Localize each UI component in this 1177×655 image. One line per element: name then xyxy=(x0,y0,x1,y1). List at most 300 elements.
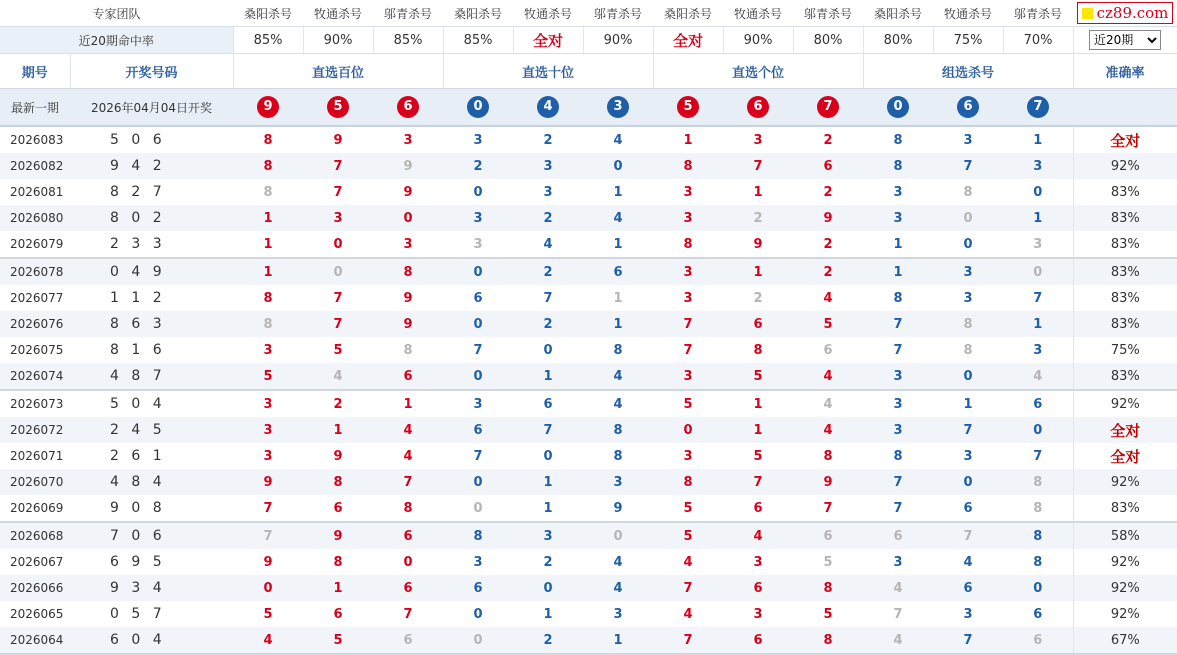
kill-number: 3 xyxy=(613,606,623,622)
site-logo[interactable] xyxy=(1073,0,1177,27)
kill-number: 7 xyxy=(933,153,1003,179)
kill-number-miss: 6 xyxy=(1003,627,1073,654)
kill-number: 1 xyxy=(753,396,763,412)
kill-number: 9 xyxy=(403,290,413,306)
kill-number: 2 xyxy=(513,205,583,231)
kill-number: 7 xyxy=(513,417,583,443)
issue-number: 2026066 xyxy=(0,575,70,601)
kill-number: 8 xyxy=(263,132,273,148)
kill-number-miss: 8 xyxy=(403,342,413,358)
table-row xyxy=(0,443,1177,469)
draw-numbers: 8 0 2 xyxy=(70,205,233,231)
kill-number: 6 xyxy=(933,575,1003,601)
kill-number: 5 xyxy=(723,363,793,390)
kill-number: 6 xyxy=(1033,396,1043,412)
kill-number-miss: 7 xyxy=(893,606,903,622)
kill-number: 1 xyxy=(723,258,793,285)
kill-number: 6 xyxy=(583,258,653,285)
accuracy-value: 58% xyxy=(1073,522,1177,549)
kill-number: 6 xyxy=(723,627,793,654)
kill-number: 8 xyxy=(443,522,513,549)
kill-number-miss: 2 xyxy=(723,205,793,231)
accuracy-value: 92% xyxy=(1073,575,1177,601)
kill-number: 4 xyxy=(683,606,693,622)
kill-number: 1 xyxy=(1003,311,1073,337)
kill-number: 4 xyxy=(403,448,413,464)
kill-number: 2 xyxy=(823,184,833,200)
kill-number: 3 xyxy=(863,205,933,231)
kill-number: 3 xyxy=(653,258,723,285)
kill-number: 7 xyxy=(653,575,723,601)
kill-number: 8 xyxy=(233,153,303,179)
expert-name: 邬青杀号 xyxy=(793,0,863,27)
kill-number: 1 xyxy=(513,495,583,522)
kill-number: 5 xyxy=(303,627,373,654)
kill-number-miss: 0 xyxy=(933,205,1003,231)
kill-number: 1 xyxy=(583,311,653,337)
kill-number-miss: 4 xyxy=(303,363,373,390)
issue-number: 2026074 xyxy=(0,363,70,390)
table-row xyxy=(0,469,1177,495)
table-row xyxy=(0,285,1177,311)
kill-number: 3 xyxy=(863,363,933,390)
draw-numbers: 6 0 4 xyxy=(70,627,233,654)
kill-number: 5 xyxy=(823,606,833,622)
kill-number: 5 xyxy=(683,396,693,412)
expert-name: 牧通杀号 xyxy=(513,0,583,27)
hit-rate: 70% xyxy=(1003,27,1073,54)
kill-number: 3 xyxy=(443,205,513,231)
draw-numbers: 8 6 3 xyxy=(70,311,233,337)
kill-number: 0 xyxy=(303,231,373,258)
kill-number: 7 xyxy=(723,153,793,179)
kill-number: 4 xyxy=(373,417,443,443)
kill-number: 3 xyxy=(263,342,273,358)
table-row xyxy=(0,337,1177,363)
kill-number: 3 xyxy=(963,448,973,464)
accuracy-value: 83% xyxy=(1073,258,1177,285)
kill-number: 4 xyxy=(963,554,973,570)
latest-ball-cell xyxy=(233,89,303,127)
kill-number: 3 xyxy=(513,522,583,549)
kill-number: 1 xyxy=(683,132,693,148)
latest-ball-cell xyxy=(373,89,443,127)
kill-number: 9 xyxy=(403,184,413,200)
kill-number: 3 xyxy=(653,363,723,390)
issue-number: 2026067 xyxy=(10,555,64,569)
kill-number: 7 xyxy=(863,469,933,495)
kill-number-miss: 0 xyxy=(583,522,653,549)
kill-number: 1 xyxy=(863,258,933,285)
expert-name: 桑阳杀号 xyxy=(653,0,723,27)
draw-numbers: 8 2 7 xyxy=(110,184,166,200)
kill-number: 8 xyxy=(583,417,653,443)
table-row xyxy=(0,627,1177,654)
table-row xyxy=(0,522,1177,549)
hit-rate: 90% xyxy=(303,27,373,54)
issue-number: 2026070 xyxy=(0,469,70,495)
kill-number: 7 xyxy=(473,448,483,464)
kill-number: 3 xyxy=(233,417,303,443)
hit-rate xyxy=(653,27,723,54)
kill-number: 8 xyxy=(893,290,903,306)
kill-number: 8 xyxy=(613,448,623,464)
draw-numbers: 2 6 1 xyxy=(110,448,166,464)
draw-numbers: 6 9 5 xyxy=(110,554,166,570)
table-row xyxy=(0,258,1177,285)
kill-number: 7 xyxy=(653,311,723,337)
expert-name: 邬青杀号 xyxy=(583,0,653,27)
draw-numbers: 2 4 5 xyxy=(70,417,233,443)
issue-number: 2026078 xyxy=(0,258,70,285)
issue-number: 2026071 xyxy=(10,449,64,463)
expert-name: 邬青杀号 xyxy=(373,0,443,27)
latest-accuracy-cell xyxy=(1073,89,1177,127)
kill-number: 7 xyxy=(863,495,933,522)
kill-number: 6 xyxy=(373,363,443,390)
kill-number: 8 xyxy=(863,153,933,179)
issue-number: 2026064 xyxy=(0,627,70,654)
kill-number: 0 xyxy=(443,258,513,285)
draw-numbers: 9 3 4 xyxy=(70,575,233,601)
kill-number: 1 xyxy=(233,205,303,231)
kill-number: 2 xyxy=(793,231,863,258)
kill-number-miss: 0 xyxy=(1003,258,1073,285)
kill-number: 8 xyxy=(333,554,343,570)
accuracy-value: 全对 xyxy=(1073,126,1177,153)
number-ball: 0 xyxy=(887,96,909,118)
draw-numbers: 0 4 9 xyxy=(70,258,233,285)
kill-number: 4 xyxy=(613,554,623,570)
latest-ball-cell xyxy=(443,89,513,127)
kill-number: 7 xyxy=(543,290,553,306)
issue-number: 2026076 xyxy=(0,311,70,337)
kill-number: 9 xyxy=(333,132,343,148)
kill-number: 1 xyxy=(583,627,653,654)
kill-number-miss: 8 xyxy=(933,311,1003,337)
kill-number-miss: 7 xyxy=(933,522,1003,549)
kill-number: 3 xyxy=(963,290,973,306)
kill-number: 8 xyxy=(893,448,903,464)
kill-number: 3 xyxy=(963,606,973,622)
kill-number: 7 xyxy=(373,469,443,495)
logo-text: cz89.com xyxy=(1096,4,1169,22)
number-ball: 0 xyxy=(467,96,489,118)
hit-rate: 90% xyxy=(723,27,793,54)
accuracy-value: 92% xyxy=(1073,153,1177,179)
kill-number: 1 xyxy=(863,231,933,258)
full-hit-text: 全对 xyxy=(533,31,564,50)
kill-number: 5 xyxy=(233,363,303,390)
kill-number: 7 xyxy=(473,342,483,358)
kill-number: 4 xyxy=(683,554,693,570)
kill-number: 3 xyxy=(893,396,903,412)
kill-number: 8 xyxy=(613,342,623,358)
hit-rate xyxy=(513,27,583,54)
kill-number: 3 xyxy=(863,417,933,443)
kill-number: 1 xyxy=(1033,132,1043,148)
table-row xyxy=(0,495,1177,522)
kill-number: 2 xyxy=(443,153,513,179)
kill-number: 3 xyxy=(753,606,763,622)
kill-number: 6 xyxy=(333,606,343,622)
kill-number: 8 xyxy=(1033,554,1043,570)
kill-number: 3 xyxy=(543,184,553,200)
kill-number: 1 xyxy=(1003,205,1073,231)
experts-row xyxy=(0,0,1177,27)
kill-number: 1 xyxy=(963,396,973,412)
number-ball: 3 xyxy=(607,96,629,118)
accuracy-value: 92% xyxy=(1073,390,1177,417)
kill-number-miss: 3 xyxy=(1003,231,1073,258)
kill-number: 0 xyxy=(373,205,443,231)
col-group-hundreds: 直选百位 xyxy=(233,54,443,89)
kill-number: 4 xyxy=(233,627,303,654)
kill-number-miss: 2 xyxy=(753,290,763,306)
kill-number: 3 xyxy=(683,448,693,464)
kill-number: 0 xyxy=(933,231,1003,258)
kill-number-miss: 8 xyxy=(963,184,973,200)
issue-number: 2026068 xyxy=(0,522,70,549)
kill-number: 5 xyxy=(653,522,723,549)
kill-number: 3 xyxy=(933,258,1003,285)
number-ball: 5 xyxy=(677,96,699,118)
kill-number: 7 xyxy=(683,342,693,358)
kill-number: 4 xyxy=(823,290,833,306)
kill-number: 0 xyxy=(543,448,553,464)
kill-number: 6 xyxy=(723,495,793,522)
kill-number: 4 xyxy=(513,231,583,258)
kill-number: 9 xyxy=(233,469,303,495)
kill-number: 7 xyxy=(303,153,373,179)
kill-number: 8 xyxy=(373,258,443,285)
issue-number: 2026083 xyxy=(10,133,64,147)
draw-numbers: 5 0 6 xyxy=(110,132,166,148)
number-ball: 6 xyxy=(957,96,979,118)
column-header-row xyxy=(0,54,1177,89)
kill-number: 2 xyxy=(543,554,553,570)
issue-number: 2026069 xyxy=(0,495,70,522)
team-label: 专家团队 xyxy=(0,0,233,27)
latest-ball-cell xyxy=(723,89,793,127)
kill-number-miss: 4 xyxy=(823,396,833,412)
kill-number: 8 xyxy=(263,290,273,306)
hit-rate: 80% xyxy=(793,27,863,54)
kill-number: 5 xyxy=(263,606,273,622)
hit-rate-row xyxy=(0,27,1177,54)
kill-number: 2 xyxy=(513,627,583,654)
kill-number: 3 xyxy=(893,554,903,570)
expert-name: 桑阳杀号 xyxy=(233,0,303,27)
kill-number: 3 xyxy=(963,132,973,148)
kill-number: 8 xyxy=(653,469,723,495)
number-ball: 7 xyxy=(1027,96,1049,118)
kill-number: 8 xyxy=(303,469,373,495)
period-select-cell xyxy=(1073,27,1177,54)
period-select[interactable] xyxy=(1089,30,1161,50)
col-issue: 期号 xyxy=(0,54,70,89)
accuracy-value: 83% xyxy=(1073,363,1177,390)
kill-number: 0 xyxy=(403,554,413,570)
latest-ball-cell xyxy=(303,89,373,127)
kill-number-miss: 8 xyxy=(233,311,303,337)
kill-number: 0 xyxy=(933,469,1003,495)
kill-number: 6 xyxy=(933,495,1003,522)
kill-number: 8 xyxy=(653,231,723,258)
kill-number: 3 xyxy=(683,184,693,200)
kill-number: 7 xyxy=(333,184,343,200)
kill-number: 8 xyxy=(653,153,723,179)
table-row xyxy=(0,311,1177,337)
kill-number: 7 xyxy=(233,495,303,522)
kill-number: 0 xyxy=(1003,575,1073,601)
kill-number: 7 xyxy=(933,417,1003,443)
kill-number: 7 xyxy=(303,311,373,337)
kill-number-miss: 6 xyxy=(373,627,443,654)
kill-number-miss: 8 xyxy=(263,184,273,200)
kill-number: 3 xyxy=(1033,342,1043,358)
table-row xyxy=(0,390,1177,417)
kill-number: 9 xyxy=(583,495,653,522)
kill-number: 7 xyxy=(793,495,863,522)
number-ball: 7 xyxy=(817,96,839,118)
table-row xyxy=(0,601,1177,627)
accuracy-value: 83% xyxy=(1073,495,1177,522)
draw-numbers: 5 0 4 xyxy=(110,396,166,412)
table-row xyxy=(0,153,1177,179)
kill-number: 1 xyxy=(513,363,583,390)
kill-number: 7 xyxy=(893,342,903,358)
kill-number: 5 xyxy=(793,311,863,337)
draw-numbers: 7 0 6 xyxy=(70,522,233,549)
table-row xyxy=(0,205,1177,231)
kill-number: 3 xyxy=(513,153,583,179)
kill-number: 9 xyxy=(303,522,373,549)
issue-number: 2026075 xyxy=(10,343,64,357)
hit-rate: 75% xyxy=(933,27,1003,54)
accuracy-value: 92% xyxy=(1073,601,1177,627)
kill-number: 3 xyxy=(653,205,723,231)
expert-name: 桑阳杀号 xyxy=(443,0,513,27)
kill-number-miss: 9 xyxy=(373,153,443,179)
latest-ball-cell xyxy=(513,89,583,127)
expert-name: 牧通杀号 xyxy=(723,0,793,27)
accuracy-value: 67% xyxy=(1073,627,1177,654)
kill-number: 7 xyxy=(933,627,1003,654)
kill-number: 2 xyxy=(793,258,863,285)
issue-number: 2026079 xyxy=(0,231,70,258)
col-draw: 开奖号码 xyxy=(70,54,233,89)
kill-number: 8 xyxy=(1003,522,1073,549)
kill-number: 0 xyxy=(513,575,583,601)
kill-number: 8 xyxy=(893,132,903,148)
full-hit-text: 全对 xyxy=(673,31,704,50)
kill-number-miss: 0 xyxy=(303,258,373,285)
kill-number: 2 xyxy=(333,396,343,412)
kill-number: 0 xyxy=(933,363,1003,390)
table-row xyxy=(0,179,1177,205)
table-row xyxy=(0,575,1177,601)
latest-draw-info: 2026年04月04日开奖 xyxy=(70,89,233,127)
kill-number: 1 xyxy=(303,417,373,443)
kill-number-miss: 0 xyxy=(443,495,513,522)
draw-numbers: 9 4 2 xyxy=(70,153,233,179)
accuracy-value: 75% xyxy=(1073,337,1177,363)
kill-number: 2 xyxy=(543,132,553,148)
kill-number: 9 xyxy=(263,554,273,570)
kill-number: 3 xyxy=(473,396,483,412)
kill-number: 2 xyxy=(513,311,583,337)
col-group-tens: 直选十位 xyxy=(443,54,653,89)
latest-ball-cell xyxy=(653,89,723,127)
kill-number: 6 xyxy=(373,522,443,549)
kill-number: 0 xyxy=(543,342,553,358)
kill-number: 8 xyxy=(753,342,763,358)
kill-number: 3 xyxy=(403,132,413,148)
kill-number: 1 xyxy=(723,417,793,443)
hit-rate: 85% xyxy=(373,27,443,54)
issue-number: 2026082 xyxy=(0,153,70,179)
kill-number: 1 xyxy=(753,184,763,200)
expert-name: 桑阳杀号 xyxy=(863,0,933,27)
col-group-combo: 组选杀号 xyxy=(863,54,1073,89)
issue-number: 2026080 xyxy=(0,205,70,231)
kill-number: 3 xyxy=(753,132,763,148)
kill-number: 4 xyxy=(613,132,623,148)
hit-rate-label: 近20期命中率 xyxy=(0,27,233,54)
draw-numbers: 9 0 8 xyxy=(70,495,233,522)
kill-number-miss: 8 xyxy=(963,342,973,358)
kill-number: 3 xyxy=(373,231,443,258)
kill-number-miss: 1 xyxy=(613,290,623,306)
hit-rate: 90% xyxy=(583,27,653,54)
kill-number: 8 xyxy=(373,495,443,522)
table-row xyxy=(0,363,1177,390)
accuracy-value: 全对 xyxy=(1073,417,1177,443)
hit-rate: 85% xyxy=(443,27,513,54)
latest-ball-cell xyxy=(863,89,933,127)
kill-number: 3 xyxy=(683,290,693,306)
draw-numbers: 4 8 7 xyxy=(70,363,233,390)
kill-number: 6 xyxy=(373,575,443,601)
kill-number: 9 xyxy=(723,231,793,258)
accuracy-value: 83% xyxy=(1073,311,1177,337)
kill-number: 3 xyxy=(893,184,903,200)
kill-number: 4 xyxy=(723,522,793,549)
kill-number: 7 xyxy=(1033,448,1043,464)
kill-number-miss: 0 xyxy=(443,627,513,654)
kill-number-miss: 8 xyxy=(1003,495,1073,522)
kill-number: 1 xyxy=(233,231,303,258)
draw-numbers: 0 5 7 xyxy=(110,606,166,622)
kill-number: 6 xyxy=(473,290,483,306)
kill-number: 6 xyxy=(1033,606,1043,622)
kill-number: 7 xyxy=(653,627,723,654)
logo-badge[interactable] xyxy=(1077,2,1174,24)
issue-number: 2026072 xyxy=(0,417,70,443)
col-group-units: 直选个位 xyxy=(653,54,863,89)
logo-square-icon xyxy=(1082,8,1093,19)
kill-number: 0 xyxy=(233,575,303,601)
expert-name: 邬青杀号 xyxy=(1003,0,1073,27)
kill-number: 6 xyxy=(543,396,553,412)
latest-issue-row xyxy=(0,89,1177,127)
kill-number-miss: 4 xyxy=(863,575,933,601)
draw-numbers: 8 1 6 xyxy=(110,342,166,358)
draw-numbers: 4 8 4 xyxy=(70,469,233,495)
accuracy-value: 92% xyxy=(1073,549,1177,575)
kill-number: 8 xyxy=(823,448,833,464)
